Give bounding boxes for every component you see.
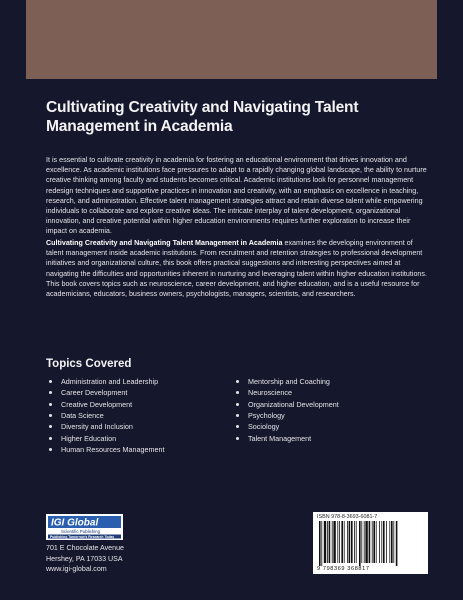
topic-label: Administration and Leadership: [61, 377, 159, 386]
topic-item: [236, 376, 426, 387]
barcode-bar: [396, 521, 398, 566]
publisher-website: www.igi-global.com: [46, 565, 107, 574]
topic-item: [49, 376, 229, 387]
barcode-bar: [321, 521, 322, 566]
barcode-bar: [393, 521, 394, 563]
address-line-1: 701 E Chocolate Avenue: [46, 544, 124, 552]
bullet-icon: [49, 448, 52, 451]
bullet-icon: [236, 425, 239, 428]
topic-item: [49, 433, 229, 444]
barcode-bar: [349, 521, 351, 563]
topic-label: Human Resources Management: [61, 445, 165, 455]
topic-item: [49, 387, 229, 398]
isbn-barcode: [313, 512, 428, 574]
logo-tagline: Publishing Tomorrow's Research Today: [50, 534, 115, 539]
barcode-bar: [351, 521, 353, 563]
barcode-bar: [329, 521, 331, 563]
barcode-bar: [365, 521, 367, 563]
bullet-icon: [236, 414, 239, 417]
topic-label: Career Development: [61, 388, 128, 398]
publisher-logo: [46, 514, 123, 540]
isbn-label: ISBN 978-8-3693-6081-7: [317, 514, 378, 520]
topic-label: Creative Development: [61, 399, 133, 409]
topic-item: [236, 433, 426, 444]
barcode-bar: [361, 521, 362, 563]
topic-item: [236, 387, 426, 398]
barcode-bar: [337, 521, 338, 563]
barcode-bar: [372, 521, 373, 563]
barcode-bar: [359, 521, 361, 566]
topic-label: Higher Education: [61, 433, 117, 443]
topic-label: Data Science: [61, 411, 104, 421]
topic-item: [236, 421, 426, 432]
topic-item: [236, 399, 426, 410]
bullet-icon: [49, 403, 52, 406]
bullet-icon: [236, 380, 239, 383]
description-paragraph-1: It is essential to cultivate creativity in academia for fostering an educational environment that drives innovation and excellence. As academic institutions face pressures to adapt to a rapidly changing global landscape, the ability to nurture creative thinking among faculty and students becomes critical. Academic institutions look for personnel management redesign techniques and supportive practices in innovation and creativity, with an emphasis on excellence in teaching, research, and administration. Effective talent management strategies attract and retain diverse talent while empowering individuals to collaborate and explore creative ideas. The intricate interplay of talent development, organizational innovation, and creative potential within higher education environments requires further exploration to increase their impact on academia.: [46, 156, 427, 236]
bullet-icon: [49, 437, 52, 440]
bullet-icon: [236, 437, 239, 440]
barcode-bar: [356, 521, 357, 563]
bullet-icon: [49, 391, 52, 394]
topic-label: Neuroscience: [248, 388, 292, 398]
topic-label: Diversity and Inclusion: [61, 422, 133, 432]
description-paragraph-2: [46, 238, 431, 299]
barcode-bar: [364, 521, 365, 563]
barcode-bar: [324, 521, 326, 563]
topic-label: Sociology: [248, 422, 280, 432]
barcode-bar: [376, 521, 377, 563]
barcode-bar: [347, 521, 348, 563]
topics-list-right: [236, 376, 426, 444]
barcode-bar: [391, 521, 393, 563]
barcode-bar: [319, 521, 321, 566]
topic-item: [49, 410, 229, 421]
bullet-icon: [49, 425, 52, 428]
barcode-bar: [386, 521, 387, 563]
barcode-bar: [327, 521, 328, 563]
bullet-icon: [49, 414, 52, 417]
barcode-bar: [344, 521, 345, 563]
topic-label: Organizational Development: [248, 399, 339, 409]
logo-subtitle: Scientific Publishing: [61, 529, 101, 535]
topic-label: Mentorship and Coaching: [248, 377, 330, 386]
description-paragraph-2-text: examines the developing environment of talent management inside academic institutions. From recruitment and retention strategies to professional development initiatives and organizational culture, this book offers practical suggestions and interesting perspectives aimed at navigating the difficulties and opportunities inherent in nurturing and leveraging talent within higher education institutions. This book covers topics such as neuroscience, career development, and higher education, and is a useful resource for academicians, educators, business owners, psychologists, managers, scientists, and researchers.: [46, 239, 427, 299]
topic-item: [49, 421, 229, 432]
barcode-icon: [317, 521, 424, 566]
address-line-2: Hershey, PA 17033 USA: [46, 554, 123, 563]
topics-list-left: [49, 376, 229, 455]
topic-item: [236, 410, 426, 421]
bullet-icon: [236, 403, 239, 406]
barcode-digits: 9 798369 368817: [317, 566, 370, 572]
barcode-bar: [333, 521, 335, 563]
bullet-icon: [49, 380, 52, 383]
book-title: Cultivating Creativity and Navigating Talent Management in Academia: [46, 99, 359, 135]
cover-image-band: [26, 0, 437, 79]
topic-label: Psychology: [248, 411, 285, 421]
logo-name: IGI Global: [51, 517, 99, 529]
topic-label: Talent Management: [248, 433, 312, 443]
publisher-address: [46, 543, 124, 575]
bullet-icon: [236, 391, 239, 394]
barcode-bar: [339, 521, 340, 563]
barcode-bar: [379, 521, 380, 563]
barcode-bar: [373, 521, 375, 563]
topics-heading: Topics Covered: [46, 358, 132, 370]
barcode-bar: [332, 521, 333, 563]
topic-item: [49, 399, 229, 410]
igi-global-logo-icon: [46, 514, 123, 540]
barcode-bar: [389, 521, 390, 563]
barcode-bar: [381, 521, 382, 563]
barcode-bar: [354, 521, 355, 563]
barcode-bar: [369, 521, 371, 563]
description-book-title: Cultivating Creativity and Navigating Talent Management in Academia: [46, 239, 283, 247]
barcode-bar: [383, 521, 385, 563]
barcode-bar: [341, 521, 343, 563]
topic-item: [49, 444, 229, 455]
